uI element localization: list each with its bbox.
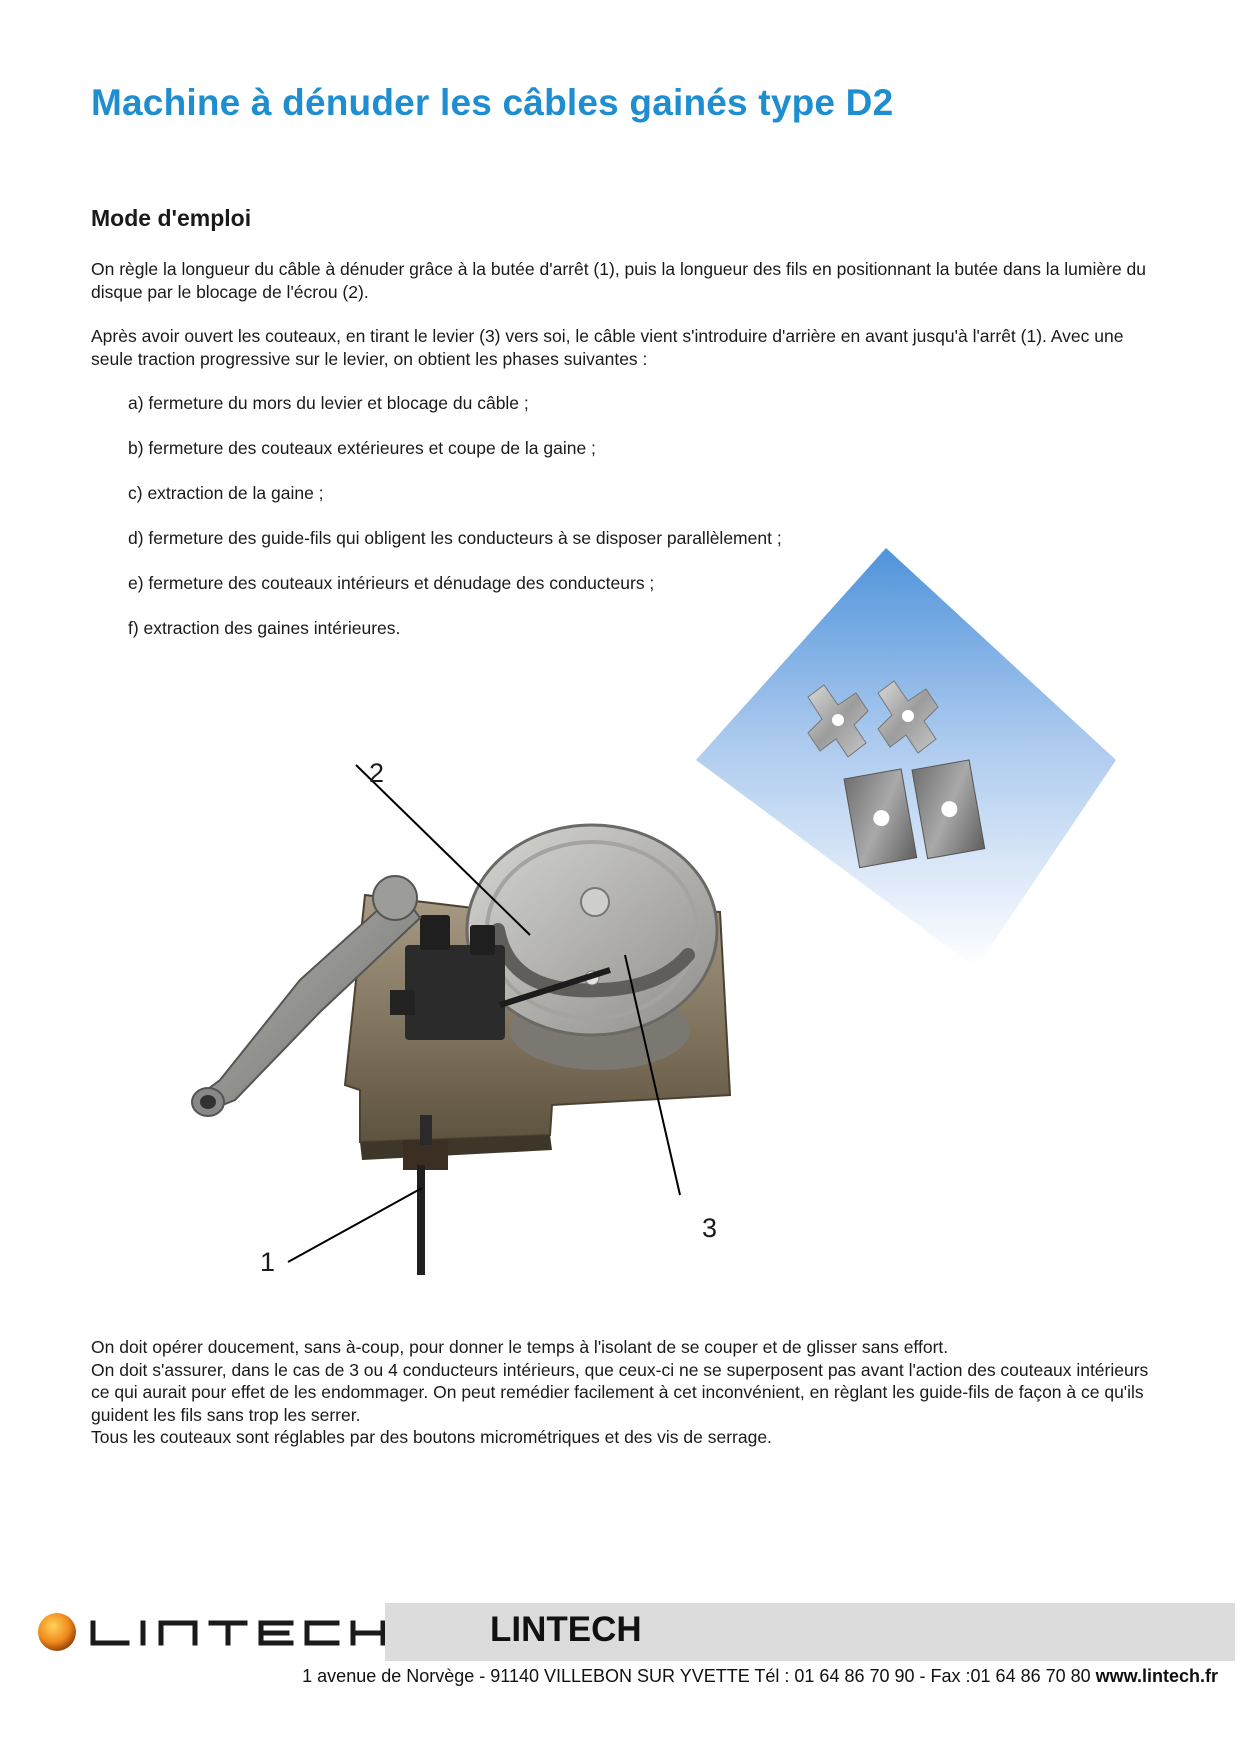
callout-line-1 [288,1188,422,1262]
note-line: Tous les couteaux sont réglables par des boutons micrométriques et des vis de serrage. [91,1427,772,1447]
website-link[interactable]: www.lintech.fr [1095,1666,1218,1686]
disc-nut [581,888,609,916]
note-line: On doit opérer doucement, sans à-coup, pour donner le temps à l'isolant de se couper et de glisser sans effort. [91,1337,949,1357]
logo-orb-icon [38,1613,76,1651]
knife-block [405,945,505,1040]
page-title: Machine à dénuder les câbles gainés type D2 [91,82,894,123]
callout-1: 1 [260,1247,276,1277]
callout-3: 3 [702,1213,718,1243]
list-item: d) fermeture des guide-fils qui obligent les conducteurs à se disposer parallèlement ; [128,528,782,548]
machine-photo [180,750,760,1320]
list-item: f) extraction des gaines intérieures. [128,618,401,638]
footer-address [302,1666,1218,1687]
list-item: b) fermeture des couteaux extérieures et coupe de la gaine ; [128,438,596,458]
footer-company-name: LINTECH [490,1610,642,1649]
list-item: e) fermeture des couteaux intérieurs et dénudage des conducteurs ; [128,573,655,593]
lintech-logo [35,1603,385,1661]
section-heading: Mode d'emploi [91,205,252,231]
address-text: 1 avenue de Norvège - 91140 VILLEBON SUR YVETTE Tél : 01 64 86 70 90 - Fax :01 64 86 70 80 [302,1666,1096,1686]
list-item: c) extraction de la gaine ; [128,483,324,503]
list-item: a) fermeture du mors du levier et blocage du câble ; [128,393,529,413]
intro-paragraph-1: On règle la longueur du câble à dénuder grâce à la butée d'arrêt (1), puis la longueur des fils en positionnant la butée dans la lumière du disque par le blocage de l'écrou (2). [91,259,1146,302]
usage-notes [91,1336,1151,1449]
intro-paragraph-2: Après avoir ouvert les couteaux, en tirant le levier (3) vers soi, le câble vient s'introduire d'arrière en avant jusqu'à l'arrêt (1). Avec une seule traction progressive sur le levier, on obtient les phases suivantes : [91,326,1124,369]
note-line: On doit s'assurer, dans le cas de 3 ou 4 conducteurs intérieurs, que ceux-ci ne se superposent pas avant l'action des couteaux intérieurs ce qui aurait pour effet de les endommager. On peut remédier facilement à cet inconvénient, en règlant les guide-fils de façon à ce qu'ils guident les fils sans trop les serrer. [91,1359,1149,1425]
stop-rod [417,1165,425,1275]
steps-list [128,392,782,662]
callout-2: 2 [369,758,385,788]
